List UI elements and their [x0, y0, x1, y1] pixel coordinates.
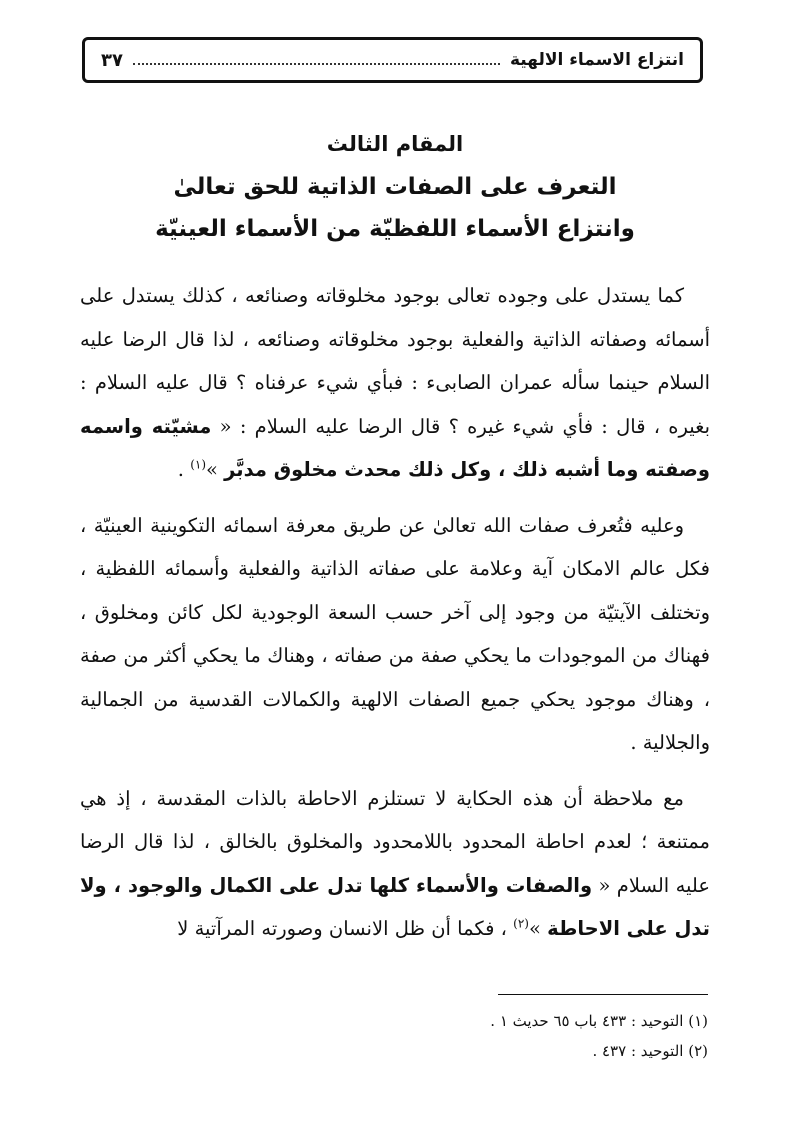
paragraph-1-text-b: »: [206, 458, 225, 481]
section-title: المقام الثالث: [326, 132, 464, 156]
quote-bold-2: والصفات والأسماء كلها تدل على الكمال والوجود ، ولا تدل على الاحاطة: [80, 873, 710, 940]
footnote-1: (١) التوحيد : ٤٣٣ باب ٦٥ حديث ١ .: [490, 1012, 708, 1030]
paragraph-1: [80, 274, 710, 492]
header-dot-leader: [133, 63, 500, 65]
paragraph-1-text-a: كما يستدل على وجوده تعالى بوجود مخلوقاته وصنائعه ، كذلك يستدل على أسمائه وصفاته الذاتية والفعلية بوجود مخلوقاته وصنائعه ، لذا قال الرضا عليه السلام حينما سأله عمران الصابىء : فبأي شيء عرفناه ؟ قال عليه السلام : بغيره ، قال : فأي شيء غيره ؟ قال الرضا عليه السلام : «: [80, 284, 710, 438]
paragraph-3: [80, 777, 710, 951]
footnotes: [80, 1006, 708, 1066]
footnote-separator: [498, 994, 708, 995]
footnote-ref-2: (٢): [513, 916, 529, 931]
running-header: [82, 37, 703, 83]
quote-bold-1: مشيّته واسمه وصفته وما أشبه ذلك ، وكل ذلك محدث مخلوق مدبَّر: [80, 414, 710, 481]
paragraph-3-text-c: ، فكما أن ظل الانسان وصورته المرآتية لا: [177, 917, 514, 940]
header-title: انتزاع الاسماء الالهية: [509, 50, 684, 70]
section-heading-line2: وانتزاع الأسماء اللفظيّة من الأسماء العينيّة: [155, 216, 635, 242]
section-titles: [80, 122, 710, 250]
section-heading-line1: التعرف على الصفات الذاتية للحق تعالىٰ: [173, 174, 617, 200]
footnote-2: (٢) التوحيد : ٤٣٧ .: [592, 1042, 708, 1060]
paragraph-3-text-b: »: [528, 917, 548, 940]
paragraph-2: وعليه فتُعرف صفات الله تعالىٰ عن طريق معرفة اسمائه التكوينية العينيّة ، فكل عالم الامكان آية وعلامة على صفاته الذاتية والفعلية وأسمائه اللفظية ، وتختلف الآيتيّة من وجود إلى آخر حسب السعة الوجودية لكل كائن ومخلوق ، فهناك من الموجودات ما يحكي صفة من صفاته ، وهناك ما يحكي أكثر من صفة ، وهناك موجود يحكي جميع الصفات الالهية والكمالات القدسية من الجمالية والجلالية .: [80, 513, 710, 754]
page-number: ٣٧: [101, 49, 123, 71]
footnote-ref-1: (١): [190, 457, 207, 472]
paragraph-1-text-c: .: [177, 458, 191, 481]
body-text: [80, 274, 710, 951]
paragraph-3-text-a: مع ملاحظة أن هذه الحكاية لا تستلزم الاحاطة بالذات المقدسة ، إذ هي ممتنعة ؛ لعدم احاطة المحدود باللامحدود والمخلوق بالخالق ، لذا قال الرضا عليه السلام «: [80, 786, 711, 897]
